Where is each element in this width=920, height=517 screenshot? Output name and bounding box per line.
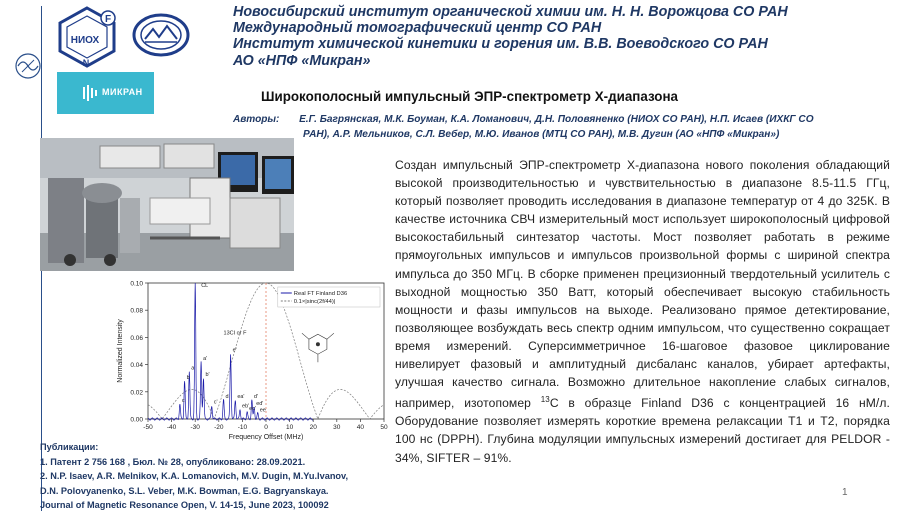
epr-spectrum-chart: [112, 277, 389, 442]
publications-heading: Публикации:: [40, 442, 99, 452]
peak-label: ec': [249, 406, 256, 413]
mikran-label: МИКРАН: [102, 87, 143, 97]
spectrometer-photo: [40, 138, 294, 271]
peak-label: d': [253, 393, 258, 400]
y-tick-label: 0.10: [130, 280, 143, 288]
peak-label: b': [205, 372, 210, 379]
mikran-bars-icon: [83, 85, 99, 101]
publication-item: 1. Патент 2 756 168 , Бюл. № 28, опубликовано: 28.09.2021.: [40, 456, 306, 467]
description-text-part2: С в образце Finland D36 с концентрацией 16 нМ/л. Оборудование позволяет измерять короткие времена релаксации Т1 и Т2, порядка 100 нс (DPPH). Глубина модуляции импульсных измерений достигает для PELDOR - 34%, SIFTER – 91%.: [395, 396, 890, 465]
institutions-header: [233, 4, 913, 69]
nioh-logo: [52, 6, 122, 68]
x-tick-label: 50: [380, 424, 388, 431]
peak-label: b: [186, 374, 190, 381]
publication-item: 2. N.P. Isaev, A.R. Melnikov, K.A. Lomanovich, M.V. Dugin, M.Yu.Ivanov,: [40, 471, 349, 481]
x-tick-label: 0: [264, 424, 268, 431]
x-tick-label: 30: [333, 424, 341, 431]
authors-line-1: Е.Г. Багрянская, М.К. Боуман, К.А. Ломанович, Д.Н. Половяненко (НИОХ СО РАН), Н.П. Исаев (ИХКГ СО: [299, 114, 814, 125]
peak-label: a: [191, 365, 195, 372]
description-text-part1: Создан импульсный ЭПР-спектрометр Х-диапазона нового поколения обладающий высокой производительностью и чувствительностью в диапазоне 8.5-11.5 ГГц, который позволяет проводить исследования в диапазоне температур от 4 до 325К. В качестве источника СВЧ измерительный мост использует широкополосный цифровой высокостабильный синтезатор частоты. Мост позволяет работать в режиме прямоугольных импульсов и импульсов произвольной формы с шириной спектра импульса до 350 МГц. В сборке применен прецизионный твердотельный усилитель с выходной мощностью 350 Ватт, который обеспечивает высокую стабильность мощности и фазы импульсов на выходе. Реализовано прямое детектирование, позволяющее возбуждать весь спектр одним импульсом, что существенно сокращает время измерений. Суперсимметричное 16-шаговое фазовое циклирование нивелирует фазовый и амплитудный дисбаланс каналов, убирает артефакты, улучшая качество сигнала. Возможно длительное накопление слабых сигналов, например, изотопомер: [395, 158, 890, 411]
x-axis-label: Frequency Offset (MHz): [228, 434, 304, 441]
x-tick-label: -50: [143, 424, 153, 431]
x-tick-label: 10: [285, 424, 294, 431]
y-tick-label: 0.04: [130, 362, 143, 370]
page-number: 1: [842, 487, 848, 498]
peak-label: c: [181, 398, 185, 405]
legend-label: 0.1×|sinc(2f/44)|: [293, 299, 336, 305]
peak-label: d: [225, 393, 229, 400]
isotope-superscript: 13: [540, 395, 550, 405]
x-tick-label: -40: [166, 424, 177, 431]
authors-label: Авторы:: [233, 114, 280, 125]
y-tick-label: 0.06: [130, 334, 143, 342]
mtc-logo: [131, 12, 191, 58]
institution-line: Институт химической кинетики и горения им. В.В. Воеводского СО РАН: [233, 36, 768, 53]
peak-label: ea': [237, 393, 245, 400]
authors-block: [233, 112, 913, 142]
x-tick-label: 20: [309, 424, 317, 431]
peak-label: ee: [259, 407, 266, 414]
x-tick-label: -20: [214, 424, 224, 431]
peak-label: CL: [201, 283, 209, 289]
publications-block: [40, 440, 395, 513]
y-tick-label: 0.02: [130, 389, 143, 397]
x-tick-label: -30: [190, 424, 200, 431]
chart-svg: [112, 277, 389, 442]
mikran-logo: [57, 72, 154, 114]
nioh-n-label: N: [82, 58, 90, 68]
description-paragraph: [395, 156, 890, 467]
institute-emblem-icon: [14, 52, 42, 80]
institution-line: АО «НПФ «Микран»: [233, 52, 371, 69]
institution-line: Международный томографический центр СО РАН: [233, 20, 602, 37]
legend-label: Real FT Finland D36: [293, 291, 348, 297]
nioh-text: НИОХ: [70, 35, 100, 46]
publication-item: Journal of Magnetic Resonance Open, V. 14-15, June 2023, 100092: [40, 500, 329, 510]
x-tick-label: -10: [237, 424, 248, 431]
institution-line: Новосибирский институт органической химии им. Н. Н. Ворожцова СО РАН: [233, 4, 788, 20]
peak-label: a': [203, 355, 208, 362]
peak-label: ed': [256, 400, 264, 407]
y-tick-label: 0.08: [130, 307, 143, 315]
peak-label: c': [213, 399, 218, 406]
y-tick-label: 0.00: [130, 416, 143, 424]
peak-label: e': [232, 347, 237, 354]
page-title: Широкополосный импульсный ЭПР-спектрометр Х-диапазона: [261, 89, 679, 104]
y-axis-label: Normalized Intensity: [117, 319, 124, 383]
authors-line-2: РАН), А.Р. Мельников, С.Л. Вебер, М.Ю. Иванов (МТЦ СО РАН), М.В. Дугин (АО «НПФ «Микран»): [303, 129, 780, 140]
peak-label: eb': [242, 403, 250, 410]
isotope-annotation: 13CI or F: [223, 330, 247, 337]
publication-item: D.N. Polovyanenko, S.L. Veber, M.K. Bowman, E.G. Bagryanskaya.: [40, 485, 329, 496]
nioh-f-label: F: [104, 14, 112, 25]
x-tick-label: 40: [356, 424, 365, 431]
